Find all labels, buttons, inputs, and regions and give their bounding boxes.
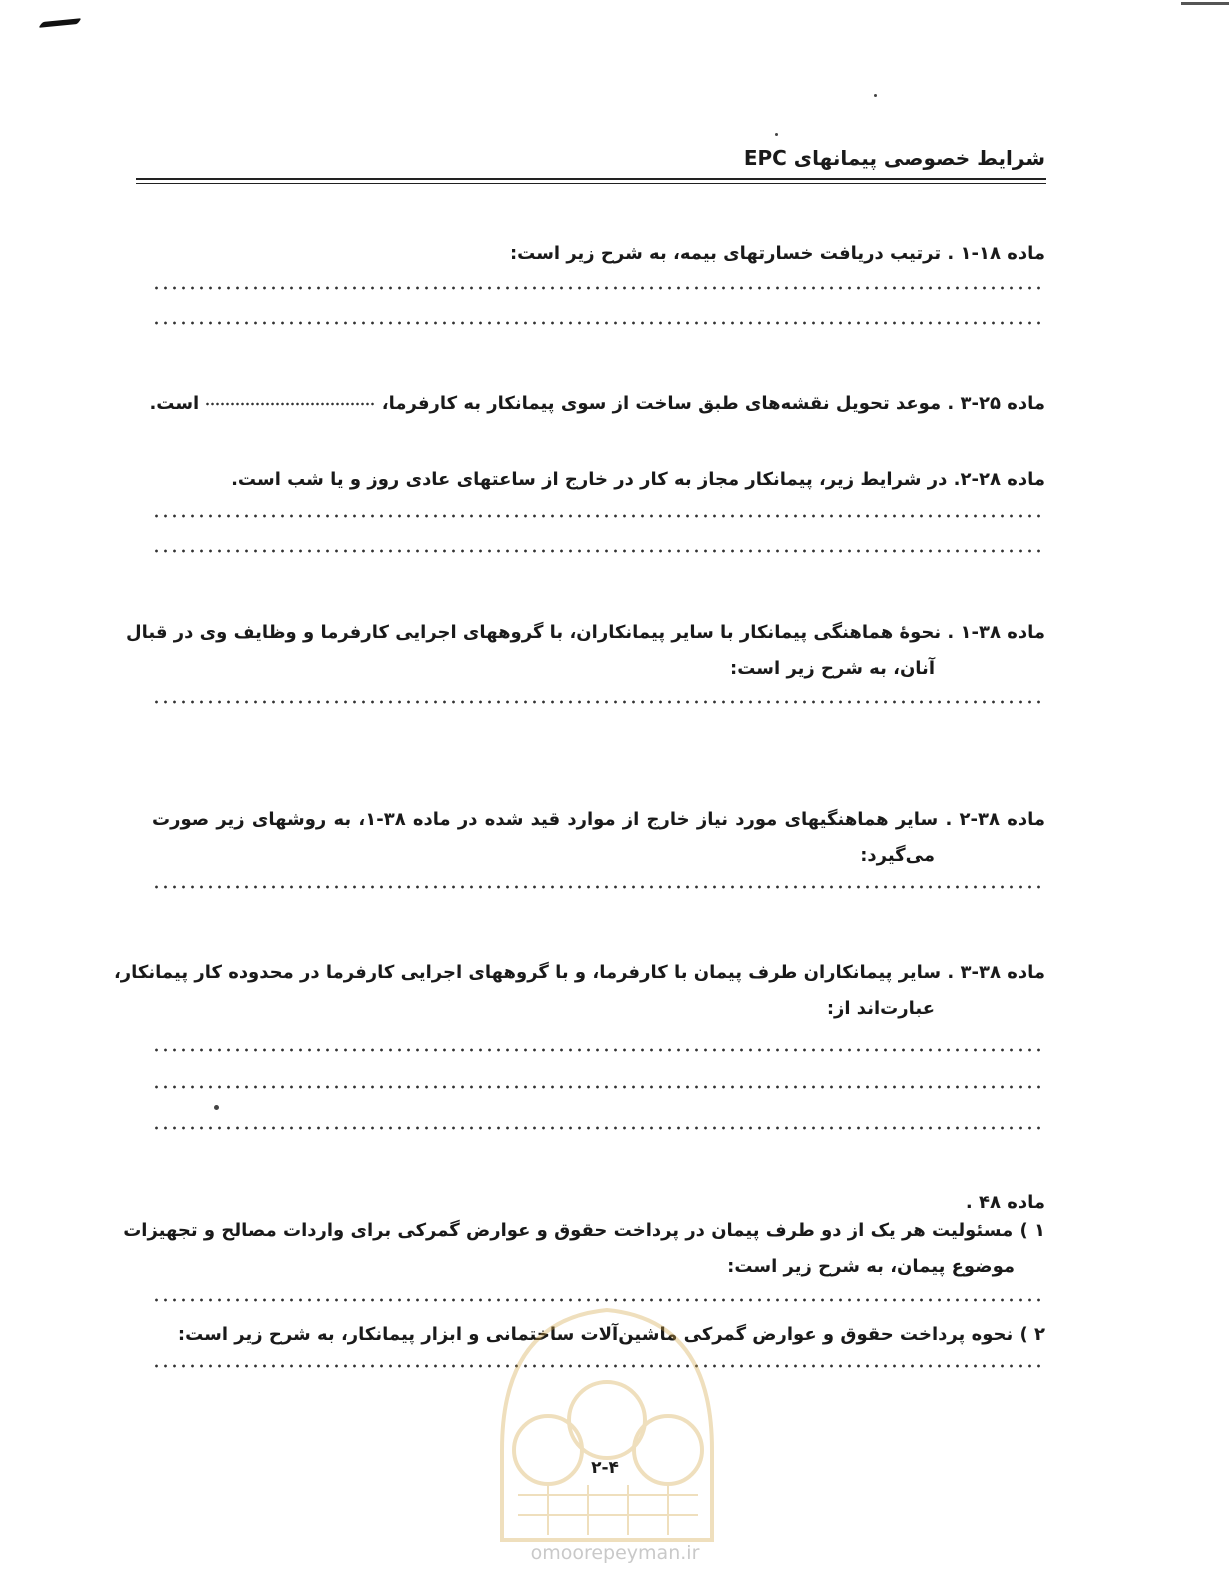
fill-in-line	[152, 1048, 1045, 1052]
clause-text: ماده ۳۸-۲ . سایر هماهنگیهای مورد نیاز خارج از موارد قید شده در ماده ۳۸-۱، به روشهای زیر صورت	[152, 809, 1045, 830]
header-rule	[136, 183, 1046, 184]
fill-in-line	[152, 1126, 1045, 1130]
page-number: ۲-۴	[591, 1458, 619, 1478]
clause-text: می‌گیرد:	[860, 845, 935, 866]
fill-in-line	[152, 286, 1045, 290]
fill-in-line	[152, 549, 1045, 553]
clause-25-3	[149, 391, 1045, 421]
clause-38-1	[126, 620, 1045, 704]
watermark-url: omoorepeyman.ir	[530, 1542, 700, 1564]
watermark-seal	[488, 1300, 726, 1552]
clause-text: آنان، به شرح زیر است:	[730, 658, 935, 679]
fill-in-line	[152, 321, 1045, 325]
clause-text: ماده ۳۸-۱ . نحوهٔ هماهنگی پیمانکار با سایر پیمانکاران، با گروههای اجرایی کارفرما و وظایف وی در قبال	[126, 622, 1045, 643]
scan-artifact	[38, 18, 81, 28]
clause-item-1: ۱ ) مسئولیت هر یک از دو طرف پیمان در پرداخت حقوق و عوارض گمرکی برای واردات مصالح و تجهیزات	[123, 1220, 1045, 1241]
clause-38-2	[152, 807, 1045, 889]
clause-text: عبارت‌اند از:	[826, 998, 935, 1019]
clause-item-1-continued: موضوع پیمان، به شرح زیر است:	[727, 1256, 1015, 1277]
fill-in-line	[152, 514, 1045, 518]
scan-speck	[775, 133, 778, 136]
clause-text	[149, 391, 1045, 421]
clause-text-before: ماده ۲۵-۳ . موعد تحویل نقشه‌های طبق ساخت از سوی پیمانکار به کارفرما،	[381, 393, 1045, 414]
fill-in-line	[152, 1085, 1045, 1089]
clause-text: ماده ۱۸-۱ . ترتیب دریافت خسارتهای بیمه، به شرح زیر است:	[509, 243, 1045, 264]
clause-heading: ماده ۴۸ .	[965, 1192, 1045, 1213]
clause-38-3	[113, 960, 1045, 1130]
header-rule	[136, 178, 1046, 180]
clause-18-1	[152, 241, 1045, 325]
scan-speck	[874, 94, 877, 97]
fill-in-line	[152, 885, 1045, 889]
clause-item-2: ۲ ) نحوه پرداخت حقوق و عوارض گمرکی ماشین‌آلات ساختمانی و ابزار پیمانکار، به شرح زیر است:	[177, 1324, 1045, 1345]
clause-28-2	[152, 467, 1045, 553]
page-header-title: شرایط خصوصی پیمانهای EPC	[743, 146, 1045, 170]
inline-fill-in	[205, 402, 375, 406]
clause-text: ماده ۲۸-۲. در شرایط زیر، پیمانکار مجاز به کار در خارج از ساعتهای عادی روز و یا شب است.	[231, 469, 1045, 490]
scan-artifact	[1181, 2, 1229, 5]
clause-text-after: است.	[149, 393, 200, 414]
fill-in-line	[152, 700, 1045, 704]
clause-text: ماده ۳۸-۳ . سایر پیمانکاران طرف پیمان با کارفرما، و با گروههای اجرایی کارفرما در محدوده کار پیمانکار،	[113, 962, 1045, 983]
